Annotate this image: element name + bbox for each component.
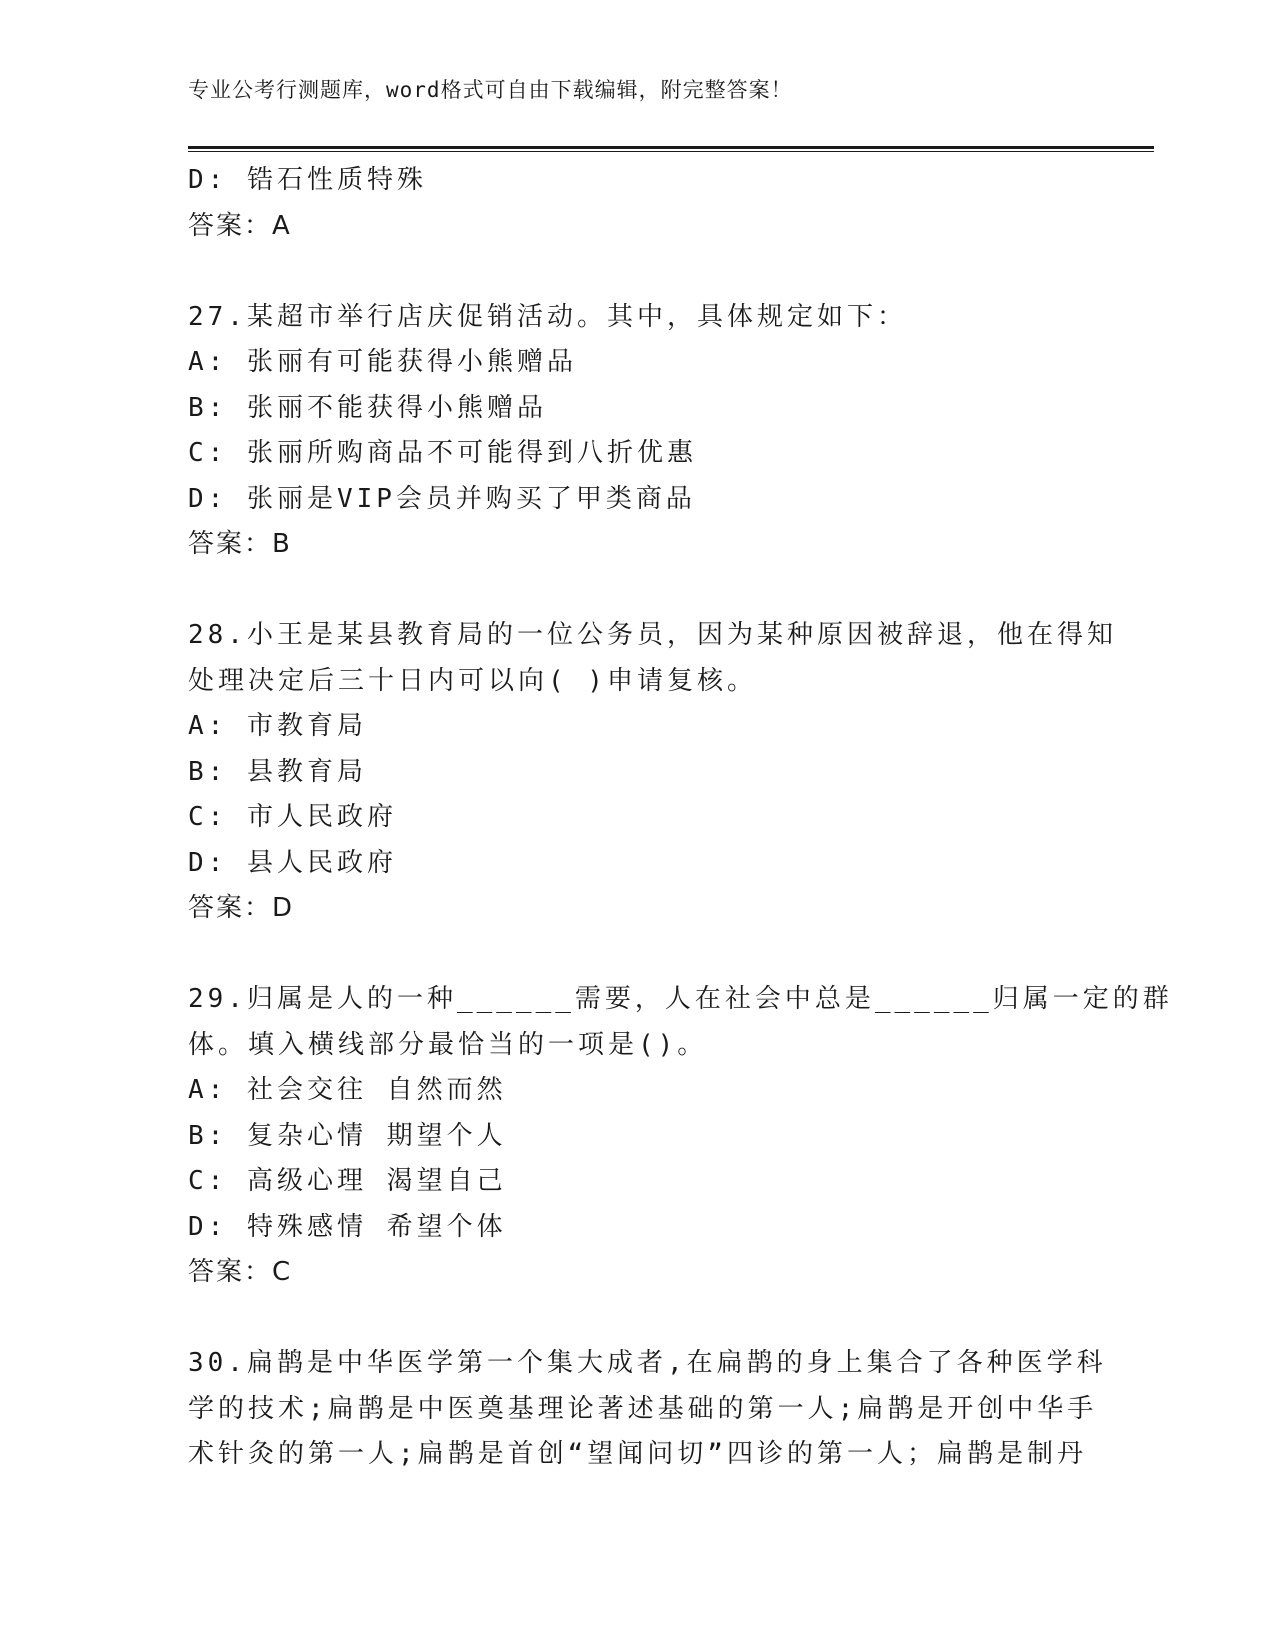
question-block-27 bbox=[188, 295, 1078, 568]
option-line: D: 锆石性质特殊 bbox=[188, 165, 427, 195]
option-line: B: 县教育局 bbox=[188, 756, 367, 787]
page-header: 专业公考行测题库，word格式可自由下载编辑，附完整答案！ bbox=[188, 78, 793, 102]
question-stem: 体。填入横线部分最恰当的一项是()。 bbox=[188, 1029, 708, 1060]
answer-line: 答案：D bbox=[188, 893, 295, 923]
header-rule-thick bbox=[188, 146, 1154, 149]
question-stem: 30.扁鹊是中华医学第一个集大成者,在扁鹊的身上集合了各种医学科 bbox=[188, 1348, 1107, 1378]
block-spacer bbox=[188, 568, 1078, 614]
option-line: D: 特殊感情 希望个体 bbox=[188, 1211, 507, 1242]
question-block-30 bbox=[188, 1341, 1107, 1478]
question-block-29 bbox=[188, 977, 1173, 1296]
option-line: A: 社会交往 自然而然 bbox=[188, 1075, 507, 1105]
option-line: C: 高级心理 渴望自己 bbox=[188, 1166, 507, 1196]
block-spacer bbox=[188, 1296, 1078, 1342]
answer-line: 答案：A bbox=[188, 210, 292, 241]
question-stem: 28.小王是某县教育局的一位公务员，因为某种原因被辞退，他在得知 bbox=[188, 620, 1117, 650]
block-spacer bbox=[188, 932, 1078, 978]
option-line: A: 市教育局 bbox=[188, 711, 367, 741]
question-stem: 术针灸的第一人;扁鹊是首创“望闻问切”四诊的第一人；扁鹊是制丹 bbox=[188, 1439, 1087, 1469]
option-line: A: 张丽有可能获得小熊赠品 bbox=[188, 347, 577, 377]
option-line: B: 张丽不能获得小熊赠品 bbox=[188, 392, 547, 423]
question-stem: 处理决定后三十日内可以向( )申请复核。 bbox=[188, 665, 757, 696]
block-spacer bbox=[188, 249, 1078, 295]
question-block-28 bbox=[188, 613, 1117, 932]
option-line: B: 复杂心情 期望个人 bbox=[188, 1120, 507, 1151]
answer-line: 答案：C bbox=[188, 1257, 293, 1287]
question-content bbox=[188, 158, 1173, 1478]
question-block-26 bbox=[188, 158, 1078, 249]
option-line: D: 县人民政府 bbox=[188, 847, 397, 878]
option-line: D: 张丽是VIP会员并购买了甲类商品 bbox=[188, 483, 696, 514]
question-stem: 29.归属是人的一种______需要，人在社会中总是______归属一定的群 bbox=[188, 984, 1173, 1014]
question-stem: 学的技术;扁鹊是中医奠基理论著述基础的第一人;扁鹊是开创中华手 bbox=[188, 1393, 1098, 1424]
header-rule-thin bbox=[188, 151, 1154, 152]
option-line: C: 市人民政府 bbox=[188, 802, 397, 832]
answer-line: 答案：B bbox=[188, 529, 292, 559]
question-stem: 27.某超市举行店庆促销活动。其中，具体规定如下： bbox=[188, 301, 907, 332]
option-line: C: 张丽所购商品不可能得到八折优惠 bbox=[188, 438, 697, 468]
